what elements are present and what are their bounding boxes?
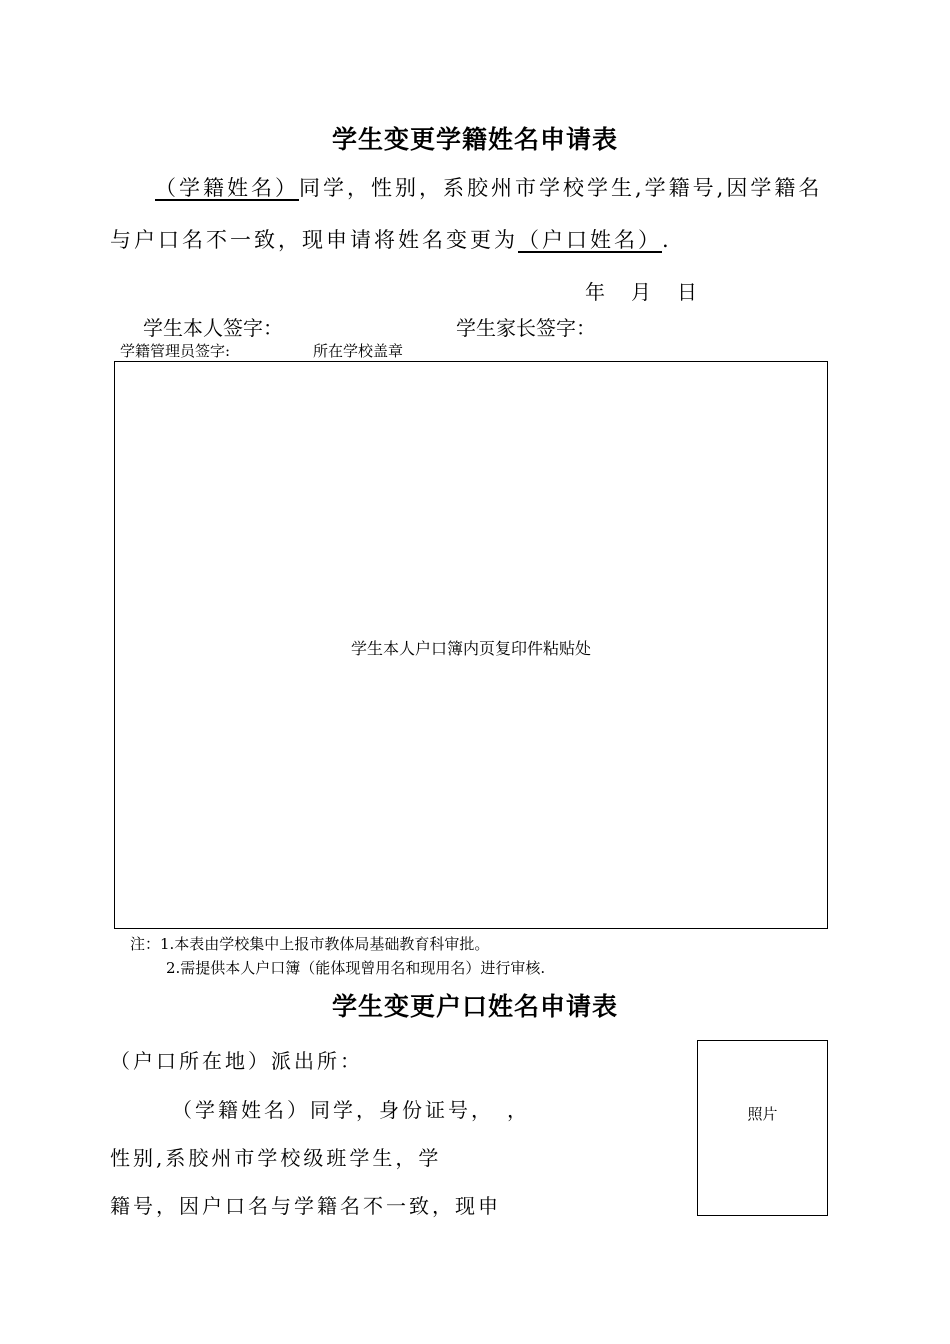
form2-title: 学生变更户口姓名申请表 [331, 992, 618, 1021]
photo-label: 照片 [747, 1105, 778, 1123]
police-station-line: （户口所在地）派出所： [110, 1049, 363, 1073]
photo-box[interactable] [697, 1040, 828, 1216]
note-1: 注：1.本表由学校集中上报市教体局基础教育科审批。 [130, 935, 490, 953]
household-register-paste-area[interactable] [114, 361, 828, 929]
line2-text: 与户口名不一致，现申请将姓名变更为 [110, 228, 518, 252]
form2-line-2: 性别,系胶州市学校级班学生，学 [110, 1146, 442, 1170]
date-field[interactable]: 年 月 日 [585, 280, 700, 304]
student-record-name-blank[interactable]: （学籍姓名） [155, 176, 299, 200]
registrar-signature-label: 学籍管理员签字: [120, 342, 231, 360]
form2-line-3: 籍号，因户口名与学籍名不一致，现申 [110, 1194, 501, 1218]
paste-area-label: 学生本人户口簿内页复印件粘贴处 [350, 639, 591, 658]
household-name-blank[interactable]: （户口姓名） [518, 228, 662, 252]
student-signature-label: 学生本人签字： [143, 316, 283, 340]
form1-paragraph-line1 [155, 172, 822, 202]
line1-text: 同学，性别，系胶州市学校学生,学籍号,因学籍名 [299, 176, 823, 200]
form1-paragraph-line2 [110, 224, 672, 254]
form2-line-1: （学籍姓名）同学，身份证号， ， [172, 1098, 530, 1122]
school-seal-label: 所在学校盖章 [313, 342, 404, 360]
form1-title: 学生变更学籍姓名申请表 [331, 125, 618, 154]
note-2: 2.需提供本人户口簿（能体现曾用名和现用名）进行审核. [166, 959, 546, 977]
line2-end: . [662, 228, 672, 252]
parent-signature-label: 学生家长签字： [456, 316, 596, 340]
